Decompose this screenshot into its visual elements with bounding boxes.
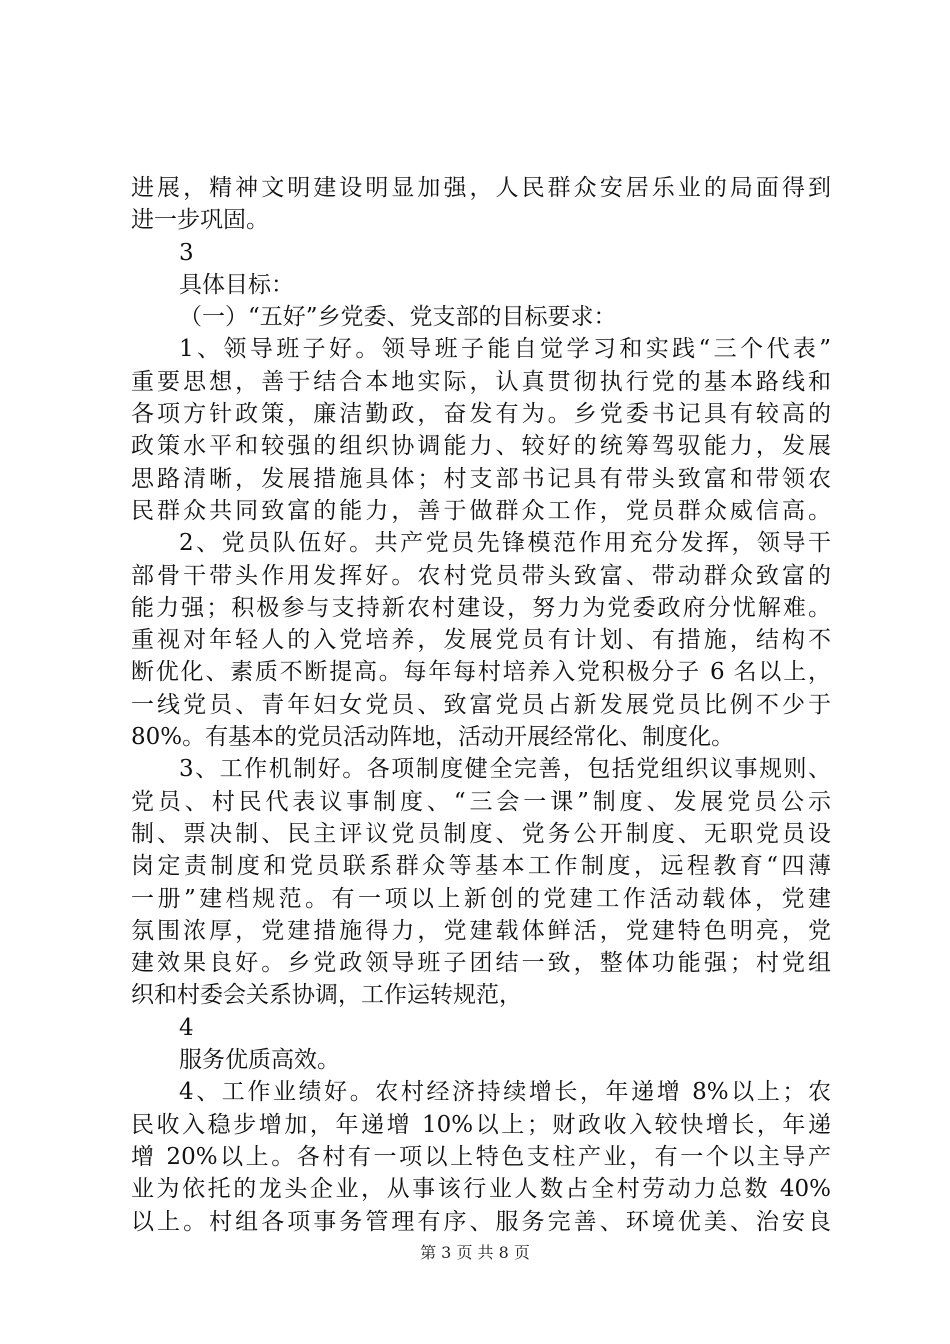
text-line: 80%。有基本的党员活动阵地，活动开展经常化、制度化。 — [131, 724, 735, 751]
text-line: 思路清晰，发展措施具体；村支部书记具有带头致富和带领农 — [131, 465, 831, 492]
text-line: 业为依托的龙头企业，从事该行业人数占全村劳动力总数 40% — [131, 1176, 831, 1203]
text-line: 一线党员、青年妇女党员、致富党员占新发展党员比例不少于 — [131, 691, 831, 718]
text-line: 断优化、素质不断提高。每年每村培养入党积极分子 6 名以上， — [131, 659, 831, 686]
page-footer: 第 3 页 共 8 页 — [420, 1243, 530, 1262]
text-line: 3、工作机制好。各项制度健全完善，包括党组织议事规则、 — [179, 756, 831, 783]
text-line: 部骨干带头作用发挥好。农村党员带头致富、带动群众致富的 — [131, 562, 831, 589]
text-line: 具体目标： — [179, 271, 294, 298]
text-line: 民群众共同致富的能力，善于做群众工作，党员群众威信高。 — [131, 497, 831, 524]
text-line: 服务优质高效。 — [179, 1047, 340, 1074]
text-line: 4、工作业绩好。农村经济持续增长，年递增 8%以上；农 — [179, 1079, 831, 1106]
text-line: 进展，精神文明建设明显加强，人民群众安居乐业的局面得到 — [131, 175, 831, 201]
text-line: 建效果良好。乡党政领导班子团结一致，整体功能强；村党组 — [131, 950, 831, 977]
text-line: 增 20%以上。各村有一项以上特色支柱产业，有一个以主导产 — [131, 1143, 831, 1170]
text-line: 4 — [179, 1014, 194, 1041]
text-line: 2、党员队伍好。共产党员先锋模范作用充分发挥，领导干 — [179, 530, 831, 557]
text-line: 以上。村组各项事务管理有序、服务完善、环境优美、治安良 — [131, 1208, 831, 1235]
text-line: 政策水平和较强的组织协调能力、较好的统筹驾驭能力，发展 — [131, 433, 831, 460]
text-line: 氛围浓厚，党建措施得力，党建载体鲜活，党建特色明亮，党 — [131, 917, 831, 944]
text-line: 能力强；积极参与支持新农村建设，努力为党委政府分忧解难。 — [131, 594, 831, 621]
text-line: 3 — [179, 239, 194, 266]
text-line: （一）“五好”乡党委、党支部的目标要求： — [179, 304, 617, 331]
text-line: 一册”建档规范。有一项以上新创的党建工作活动载体，党建 — [131, 885, 831, 912]
text-line: 党员、村民代表议事制度、“三会一课”制度、发展党员公示 — [131, 788, 831, 815]
text-line: 重视对年轻人的入党培养，发展党员有计划、有措施，结构不 — [131, 627, 831, 654]
text-line: 各项方针政策，廉洁勤政，奋发有为。乡党委书记具有较高的 — [131, 401, 831, 428]
text-line: 1、领导班子好。领导班子能自觉学习和实践“三个代表” — [179, 336, 831, 363]
text-line: 重要思想，善于结合本地实际，认真贯彻执行党的基本路线和 — [131, 368, 831, 395]
text-line: 织和村委会关系协调，工作运转规范， — [131, 982, 522, 1009]
text-line: 岗定责制度和党员联系群众等基本工作制度，远程教育“四薄 — [131, 853, 831, 880]
text-line: 民收入稳步增加，年递增 10%以上；财政收入较快增长，年递 — [131, 1111, 831, 1138]
document-body — [131, 172, 831, 1238]
text-line: 进一步巩固。 — [131, 207, 269, 234]
text-line: 制、票决制、民主评议党员制度、党务公开制度、无职党员设 — [131, 820, 831, 847]
